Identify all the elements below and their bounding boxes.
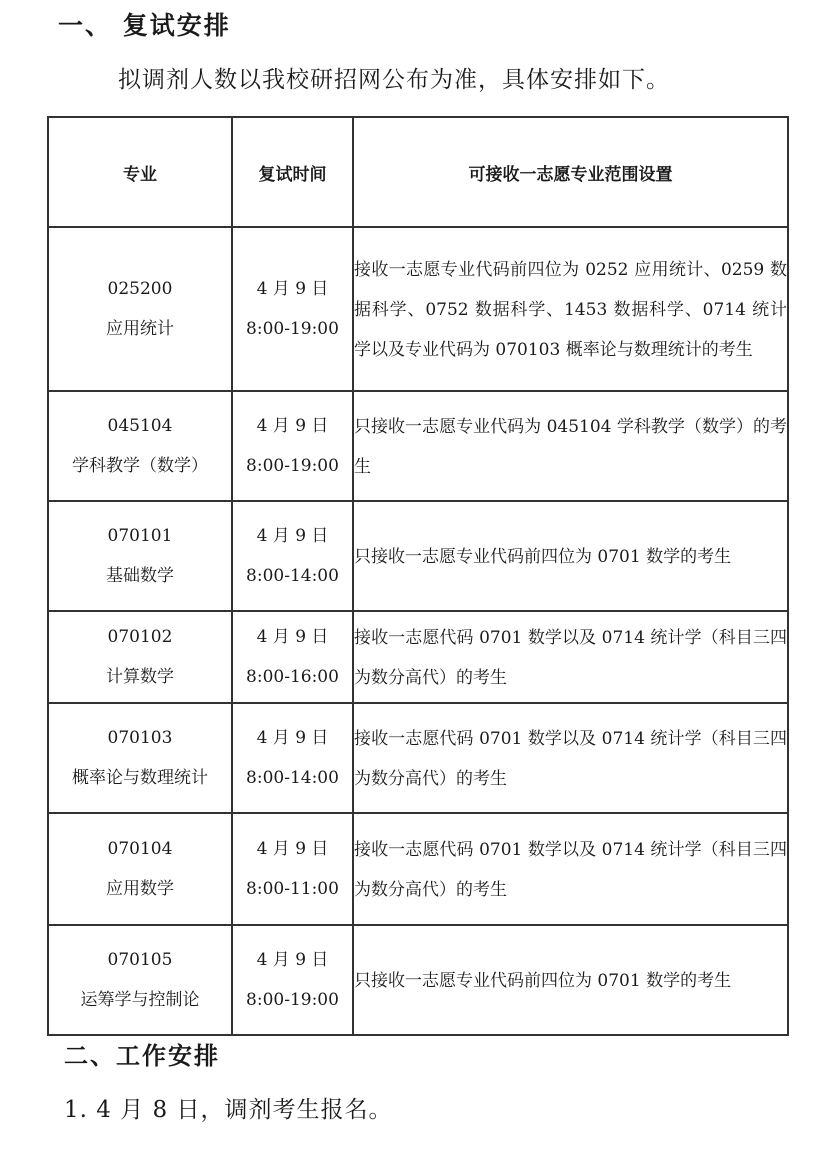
table-row — [48, 501, 788, 611]
major-code: 070104 — [107, 839, 173, 859]
retest-date: 4 月 9 日 — [256, 728, 329, 748]
major-code: 070105 — [107, 950, 173, 970]
retest-hours: 8:00-19:00 — [246, 990, 339, 1010]
retest-hours: 8:00-19:00 — [246, 456, 339, 476]
major-code: 025200 — [107, 279, 173, 299]
major-cell — [48, 703, 232, 813]
time-cell — [232, 813, 353, 925]
scope-cell — [353, 391, 788, 501]
section-heading-retest: 一、 复试安排 — [58, 11, 231, 40]
scope-text: 接收一志愿代码 0701 数学以及 0714 统计学（科目三四为数分高代）的考生 — [354, 628, 787, 688]
major-cell — [48, 611, 232, 703]
table-row — [48, 703, 788, 813]
major-cell — [48, 227, 232, 391]
major-code: 070102 — [107, 627, 173, 647]
section-heading-work-arrangement: 二、工作安排 — [64, 1042, 220, 1070]
table-row — [48, 925, 788, 1035]
table-row — [48, 611, 788, 703]
retest-hours: 8:00-11:00 — [246, 879, 339, 899]
retest-hours: 8:00-16:00 — [246, 667, 339, 687]
header-retest-time: 复试时间 — [232, 117, 353, 227]
table-row — [48, 227, 788, 391]
scope-text: 接收一志愿代码 0701 数学以及 0714 统计学（科目三四为数分高代）的考生 — [354, 840, 787, 900]
major-name: 学科教学（数学） — [72, 456, 208, 476]
retest-hours: 8:00-14:00 — [246, 768, 339, 788]
retest-date: 4 月 9 日 — [256, 526, 329, 546]
scope-cell — [353, 703, 788, 813]
major-code: 070101 — [107, 526, 173, 546]
major-name: 运筹学与控制论 — [80, 990, 200, 1010]
major-name: 基础数学 — [106, 566, 174, 586]
scope-cell — [353, 227, 788, 391]
retest-date: 4 月 9 日 — [256, 416, 329, 436]
major-name: 应用数学 — [106, 879, 174, 899]
time-cell — [232, 611, 353, 703]
intro-paragraph: 拟调剂人数以我校研招网公布为准，具体安排如下。 — [118, 67, 670, 93]
retest-schedule-table — [47, 116, 789, 1036]
scope-text: 接收一志愿代码 0701 数学以及 0714 统计学（科目三四为数分高代）的考生 — [354, 729, 787, 789]
scope-cell — [353, 611, 788, 703]
retest-date: 4 月 9 日 — [256, 839, 329, 859]
scope-text: 只接收一志愿专业代码为 045104 学科教学（数学）的考生 — [354, 417, 787, 477]
major-code: 070103 — [107, 728, 173, 748]
major-cell — [48, 813, 232, 925]
time-cell — [232, 501, 353, 611]
major-cell — [48, 391, 232, 501]
retest-date: 4 月 9 日 — [256, 279, 329, 299]
table-header-row — [48, 117, 788, 227]
table-row — [48, 813, 788, 925]
major-name: 计算数学 — [106, 667, 174, 687]
scope-cell — [353, 501, 788, 611]
major-name: 概率论与数理统计 — [72, 768, 208, 788]
scope-cell — [353, 813, 788, 925]
time-cell — [232, 391, 353, 501]
scope-text: 只接收一志愿专业代码前四位为 0701 数学的考生 — [354, 547, 732, 567]
major-code: 045104 — [107, 416, 173, 436]
header-major: 专业 — [48, 117, 232, 227]
time-cell — [232, 925, 353, 1035]
time-cell — [232, 227, 353, 391]
retest-date: 4 月 9 日 — [256, 950, 329, 970]
scope-cell — [353, 925, 788, 1035]
major-name: 应用统计 — [106, 319, 174, 339]
major-cell — [48, 925, 232, 1035]
scope-text: 只接收一志愿专业代码前四位为 0701 数学的考生 — [354, 971, 732, 991]
work-item-1: 1. 4 月 8 日，调剂考生报名。 — [64, 1097, 393, 1123]
scope-text: 接收一志愿专业代码前四位为 0252 应用统计、0259 数据科学、0752 数据科学、1453 数据科学、0714 统计学以及专业代码为 070103 概率论与数理统计的考生 — [354, 260, 787, 360]
major-cell — [48, 501, 232, 611]
header-accepted-scope: 可接收一志愿专业范围设置 — [353, 117, 788, 227]
retest-hours: 8:00-14:00 — [246, 566, 339, 586]
time-cell — [232, 703, 353, 813]
retest-hours: 8:00-19:00 — [246, 319, 339, 339]
table-row — [48, 391, 788, 501]
retest-date: 4 月 9 日 — [256, 627, 329, 647]
